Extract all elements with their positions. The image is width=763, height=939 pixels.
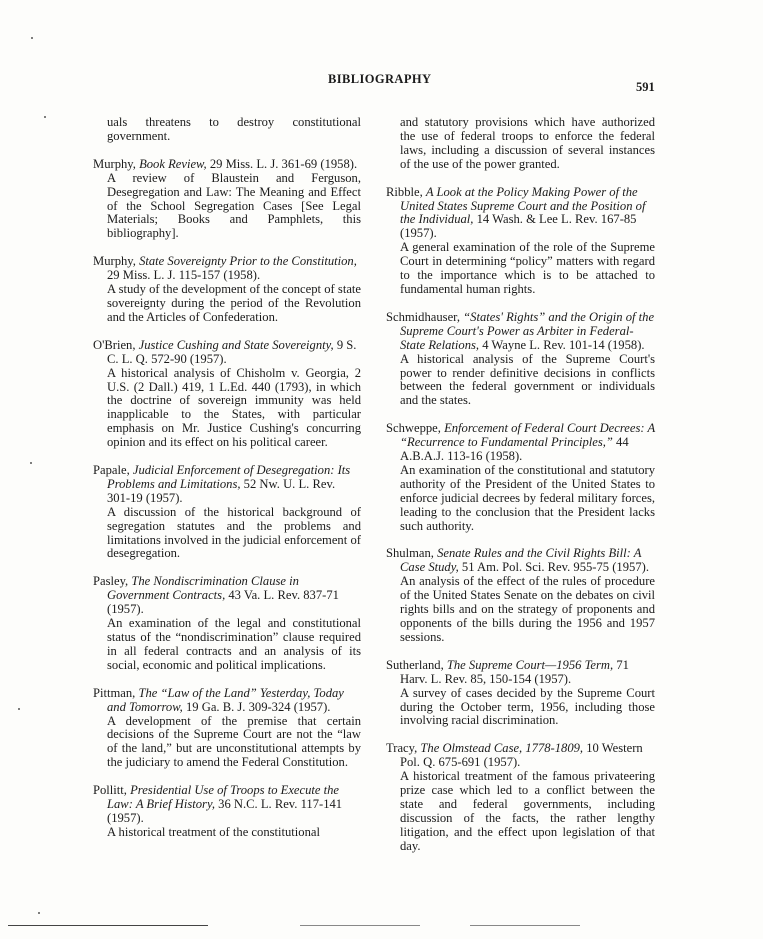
entry-author: Murphy, bbox=[93, 156, 140, 171]
entry-citation bbox=[93, 575, 361, 617]
scan-speck bbox=[31, 37, 33, 39]
scan-edge-line bbox=[8, 925, 208, 926]
entry-citation bbox=[93, 784, 361, 826]
entry-citation bbox=[386, 742, 655, 770]
entry-publication: 14 Wash. & Lee L. Rev. 167-85 (1957). bbox=[400, 212, 637, 241]
bib-entry bbox=[386, 547, 655, 644]
entry-publication: 4 Wayne L. Rev. 101-14 (1958). bbox=[479, 337, 645, 352]
entry-description: An examination of the legal and constitutional status of the “nondiscrimination” clause required in all federal contracts and an analysis of its social, economic and political implications. bbox=[107, 616, 361, 672]
entry-title: Enforcement of Federal Court Decrees: A “Recurrence to Fundamental Principles,” bbox=[400, 421, 655, 450]
entry-description: A historical analysis of Chisholm v. Georgia, 2 U.S. (2 Dall.) 419, 1 L.Ed. 440 (1793), in which the doctrine of sovereign immunity was held inapplicable to the States, with particular emphasis on Mr. Justice Cushing's concurring opinion and its effect on his political career. bbox=[107, 365, 361, 450]
entry-citation bbox=[386, 186, 655, 242]
running-header: BIBLIOGRAPHY bbox=[328, 72, 432, 86]
entry-publication: 19 Ga. B. J. 309-324 (1957). bbox=[182, 699, 331, 714]
entry-publication: 9 S. C. L. Q. 572-90 (1957). bbox=[107, 337, 357, 366]
bib-entry bbox=[93, 575, 361, 672]
entry-author: Pollitt, bbox=[93, 783, 131, 798]
entry-title: Justice Cushing and State Sovereignty, bbox=[138, 337, 334, 352]
entry-description: A study of the development of the concept of state sovereignty during the period of the Revolution and the Articles of Confederation. bbox=[107, 282, 361, 324]
bib-entry bbox=[93, 339, 361, 450]
entry-publication: 10 Western Pol. Q. 675-691 (1957). bbox=[400, 741, 643, 770]
entry-author: O'Brien, bbox=[93, 337, 139, 352]
entry-publication: 43 Va. L. Rev. 837-71 (1957). bbox=[107, 588, 339, 617]
entry-author: Shulman, bbox=[386, 546, 438, 561]
entry-author: Papale, bbox=[93, 463, 133, 478]
bib-entry bbox=[386, 742, 655, 853]
entry-description: A historical treatment of the constitutional bbox=[107, 824, 320, 839]
entry-author: Pittman, bbox=[93, 685, 139, 700]
entry-citation bbox=[386, 422, 655, 464]
entry-citation bbox=[93, 687, 361, 715]
scan-speck bbox=[38, 912, 40, 914]
bib-entry bbox=[386, 311, 655, 408]
entry-description: and statutory provisions which have authorized the use of federal troops to enforce the federal laws, including a discussion of several instances of the use of the power granted. bbox=[400, 115, 655, 171]
entry-author: Ribble, bbox=[386, 184, 426, 199]
entry-description: A review of Blaustein and Ferguson, Desegregation and Law: The Meaning and Effect of the School Segregation Cases [See Legal Materials; Books and Pamphlets, this bibliography]. bbox=[107, 170, 361, 241]
entry-description: An examination of the constitutional and statutory authority of the President of the United States to enforce judicial decrees by federal military forces, leading to the conclusion that the President lacks such authority. bbox=[400, 462, 655, 533]
entry-title: Judicial Enforcement of Desegregation: Its Problems and Limitations, bbox=[107, 463, 351, 491]
entry-description: An analysis of the effect of the rules of procedure of the United States Senate on the debates on civil rights bills and on the strategy of proponents and opponents of the bills during the 1956 and 1957 sessions. bbox=[400, 574, 655, 644]
bib-entry-continuation bbox=[386, 116, 655, 172]
bib-entry bbox=[93, 158, 361, 241]
bib-entry bbox=[93, 464, 361, 561]
page-number: 591 bbox=[636, 80, 655, 94]
bib-entry bbox=[386, 186, 655, 297]
entry-publication: 51 Am. Pol. Sci. Rev. 955-75 (1957). bbox=[458, 560, 649, 575]
entry-title: The Olmstead Case, 1778-1809, bbox=[420, 741, 584, 756]
bib-entry bbox=[386, 659, 655, 729]
entry-publication: 44 A.B.A.J. 113-16 (1958). bbox=[400, 435, 629, 464]
entry-publication: 52 Nw. U. L. Rev. 301-19 (1957). bbox=[107, 476, 336, 505]
entry-author: Tracy, bbox=[386, 741, 421, 756]
entry-title: Book Review, bbox=[139, 156, 207, 171]
scan-edge-line bbox=[470, 925, 580, 926]
scan-speck bbox=[18, 708, 20, 710]
entry-citation bbox=[93, 255, 361, 283]
entry-description: A general examination of the role of the Supreme Court in determining “policy” matters with regard to the importance which is to be attached to fundamental human rights. bbox=[400, 240, 655, 296]
entry-title: Presidential Use of Troops to Execute the Law: A Brief History, bbox=[107, 783, 340, 812]
entry-citation bbox=[93, 464, 361, 506]
entry-title: “States' Rights” and the Origin of the Supreme Court's Power as Arbiter in Federal-State Relations, bbox=[400, 309, 655, 352]
entry-title: Senate Rules and the Civil Rights Bill: A Case Study, bbox=[400, 546, 642, 575]
entry-publication: 29 Miss. L. J. 115-157 (1958). bbox=[107, 268, 261, 283]
left-column bbox=[93, 116, 361, 854]
entry-title: The “Law of the Land” Yesterday, Today and Tomorrow, bbox=[107, 685, 344, 714]
entry-description: A historical treatment of the famous privateering prize case which led to a conflict between the state and federal governments, including discussion of the facts, the rather lengthy litigation, and the effect upon legislation of that day. bbox=[400, 769, 655, 853]
scan-speck bbox=[44, 116, 46, 118]
entry-author: Schmidhauser, bbox=[386, 309, 464, 324]
bib-entry bbox=[93, 255, 361, 325]
bib-entry bbox=[93, 687, 361, 770]
entry-title: State Sovereignty Prior to the Constitution, bbox=[139, 254, 357, 269]
bib-entry bbox=[93, 784, 361, 840]
scan-edge-line bbox=[300, 925, 420, 926]
entry-description: A historical analysis of the Supreme Court's power to render definitive decisions in conflicts between the federal government or individuals and the states. bbox=[400, 351, 655, 408]
entry-title: A Look at the Policy Making Power of the United States Supreme Court and the Position of the Individual, bbox=[400, 184, 646, 227]
entry-citation bbox=[93, 158, 361, 172]
entry-publication: 71 Harv. L. Rev. 85, 150-154 (1957). bbox=[400, 657, 629, 686]
entry-publication: 36 N.C. L. Rev. 117-141 (1957). bbox=[107, 797, 343, 825]
entry-citation bbox=[93, 339, 361, 367]
entry-author: Murphy, bbox=[93, 254, 140, 269]
entry-citation bbox=[386, 311, 655, 353]
entry-description: uals threatens to destroy constitutional government. bbox=[107, 115, 361, 143]
entry-citation bbox=[386, 547, 655, 575]
entry-author: Schweppe, bbox=[386, 421, 445, 436]
bib-entry bbox=[386, 422, 655, 533]
entry-title: The Supreme Court—1956 Term, bbox=[446, 657, 614, 672]
entry-citation bbox=[386, 659, 655, 687]
entry-title: The Nondiscrimination Clause in Government Contracts, bbox=[107, 574, 299, 603]
entry-author: Pasley, bbox=[93, 574, 132, 589]
entry-description: A discussion of the historical background of segregation statutes and the problems and limitations involved in the judicial enforcement of desegregation. bbox=[107, 504, 361, 561]
right-column bbox=[386, 116, 655, 868]
entry-publication: 29 Miss. L. J. 361-69 (1958). bbox=[206, 156, 358, 171]
scan-speck bbox=[30, 462, 32, 464]
entry-description: A development of the premise that certain decisions of the Supreme Court are not the “law of the land,” but are unconstitutional attempts by the judiciary to amend the Federal Constitution. bbox=[107, 713, 361, 770]
entry-author: Sutherland, bbox=[386, 657, 447, 672]
bib-entry-continuation bbox=[93, 116, 361, 144]
entry-description: A survey of cases decided by the Supreme Court during the October term, 1956, including those involving racial discrimination. bbox=[400, 685, 655, 728]
